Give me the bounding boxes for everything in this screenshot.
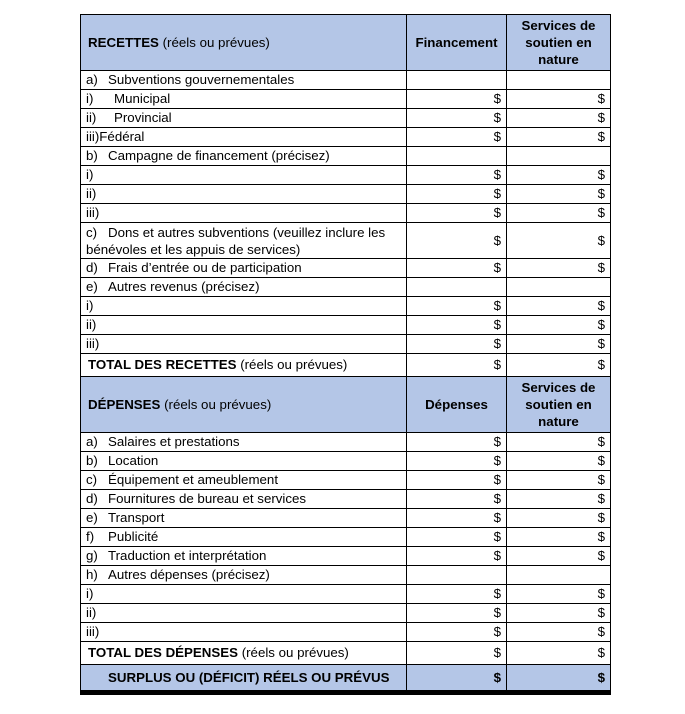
- recettes-header-row: [81, 15, 611, 71]
- services-field[interactable]: $: [507, 185, 611, 204]
- table-row: ii) Provincial $ $: [81, 109, 611, 128]
- table-row: ii) $ $: [81, 185, 611, 204]
- services-field[interactable]: $: [507, 509, 611, 528]
- depenses-field[interactable]: $: [407, 623, 507, 642]
- financement-field[interactable]: $: [407, 128, 507, 147]
- financement-field[interactable]: $: [407, 204, 507, 223]
- services-field[interactable]: $: [507, 166, 611, 185]
- table-row: c) Équipement et ameublement $ $: [81, 471, 611, 490]
- total-depenses-field[interactable]: $: [407, 642, 507, 665]
- services-field[interactable]: $: [507, 547, 611, 566]
- table-row: i) $ $: [81, 297, 611, 316]
- col-header-services: Services de soutien en nature: [507, 15, 611, 71]
- services-field[interactable]: $: [507, 490, 611, 509]
- total-depenses-row: TOTAL DES DÉPENSES (réels ou prévues) $ $: [81, 642, 611, 665]
- financement-field[interactable]: $: [407, 259, 507, 278]
- recettes-title: RECETTES (réels ou prévues): [81, 15, 407, 71]
- total-services-field[interactable]: $: [507, 642, 611, 665]
- financement-field[interactable]: $: [407, 90, 507, 109]
- table-row: iii) $ $: [81, 204, 611, 223]
- depenses-title: DÉPENSES (réels ou prévues): [81, 377, 407, 433]
- empty-cell: [507, 147, 611, 166]
- table-row: f) Publicité $ $: [81, 528, 611, 547]
- surplus-row: [81, 665, 611, 693]
- services-field[interactable]: $: [507, 128, 611, 147]
- services-field[interactable]: $: [507, 528, 611, 547]
- empty-cell: [407, 278, 507, 297]
- empty-cell: [507, 566, 611, 585]
- services-field[interactable]: $: [507, 297, 611, 316]
- col-header-services: Services de soutien en nature: [507, 377, 611, 433]
- table-row: a) Salaires et prestations $ $: [81, 433, 611, 452]
- depenses-field[interactable]: $: [407, 547, 507, 566]
- depenses-field[interactable]: $: [407, 585, 507, 604]
- table-row: b) Location $ $: [81, 452, 611, 471]
- table-row: i) $ $: [81, 585, 611, 604]
- table-row: iii)Fédéral $ $: [81, 128, 611, 147]
- services-field[interactable]: $: [507, 316, 611, 335]
- financement-field[interactable]: $: [407, 223, 507, 259]
- section-row-b: b) Campagne de financement (précisez): [81, 147, 611, 166]
- services-field[interactable]: $: [507, 604, 611, 623]
- budget-table: [80, 14, 611, 695]
- table-row: iii) $ $: [81, 623, 611, 642]
- section-row-h: h) Autres dépenses (précisez): [81, 566, 611, 585]
- services-field[interactable]: $: [507, 452, 611, 471]
- depenses-field[interactable]: $: [407, 471, 507, 490]
- financement-field[interactable]: $: [407, 185, 507, 204]
- table-row: i) $ $: [81, 166, 611, 185]
- depenses-header-row: [81, 377, 611, 433]
- services-field[interactable]: $: [507, 433, 611, 452]
- empty-cell: [407, 147, 507, 166]
- table-row: g) Traduction et interprétation $ $: [81, 547, 611, 566]
- depenses-field[interactable]: $: [407, 528, 507, 547]
- services-field[interactable]: $: [507, 204, 611, 223]
- surplus-depenses-field[interactable]: $: [407, 665, 507, 693]
- depenses-field[interactable]: $: [407, 490, 507, 509]
- total-services-field[interactable]: $: [507, 354, 611, 377]
- table-row: i) Municipal $ $: [81, 90, 611, 109]
- total-financement-field[interactable]: $: [407, 354, 507, 377]
- depenses-field[interactable]: $: [407, 509, 507, 528]
- table-row: d) Fournitures de bureau et services $ $: [81, 490, 611, 509]
- surplus-label: SURPLUS OU (DÉFICIT) RÉELS OU PRÉVUS: [81, 665, 407, 693]
- col-header-depenses: Dépenses: [407, 377, 507, 433]
- section-row-d: d) Frais d’entrée ou de participation $ $: [81, 259, 611, 278]
- services-field[interactable]: $: [507, 90, 611, 109]
- services-field[interactable]: $: [507, 585, 611, 604]
- total-recettes-row: TOTAL DES RECETTES (réels ou prévues) $ $: [81, 354, 611, 377]
- financement-field[interactable]: $: [407, 109, 507, 128]
- surplus-services-field[interactable]: $: [507, 665, 611, 693]
- financement-field[interactable]: $: [407, 297, 507, 316]
- col-header-financement: Financement: [407, 15, 507, 71]
- section-row-e: e) Autres revenus (précisez): [81, 278, 611, 297]
- financement-field[interactable]: $: [407, 316, 507, 335]
- table-row: ii) $ $: [81, 316, 611, 335]
- empty-cell: [407, 71, 507, 90]
- services-field[interactable]: $: [507, 471, 611, 490]
- table-row: e) Transport $ $: [81, 509, 611, 528]
- depenses-field[interactable]: $: [407, 604, 507, 623]
- table-row: iii) $ $: [81, 335, 611, 354]
- financement-field[interactable]: $: [407, 166, 507, 185]
- section-row-c: c) Dons et autres subventions (veuillez inclure les bénévoles et les appuis de services) $ $: [81, 223, 611, 259]
- services-field[interactable]: $: [507, 335, 611, 354]
- services-field[interactable]: $: [507, 109, 611, 128]
- empty-cell: [507, 278, 611, 297]
- depenses-field[interactable]: $: [407, 452, 507, 471]
- table-row: ii) $ $: [81, 604, 611, 623]
- services-field[interactable]: $: [507, 623, 611, 642]
- services-field[interactable]: $: [507, 259, 611, 278]
- empty-cell: [507, 71, 611, 90]
- depenses-field[interactable]: $: [407, 433, 507, 452]
- financement-field[interactable]: $: [407, 335, 507, 354]
- empty-cell: [407, 566, 507, 585]
- services-field[interactable]: $: [507, 223, 611, 259]
- section-row-a: a) Subventions gouvernementales: [81, 71, 611, 90]
